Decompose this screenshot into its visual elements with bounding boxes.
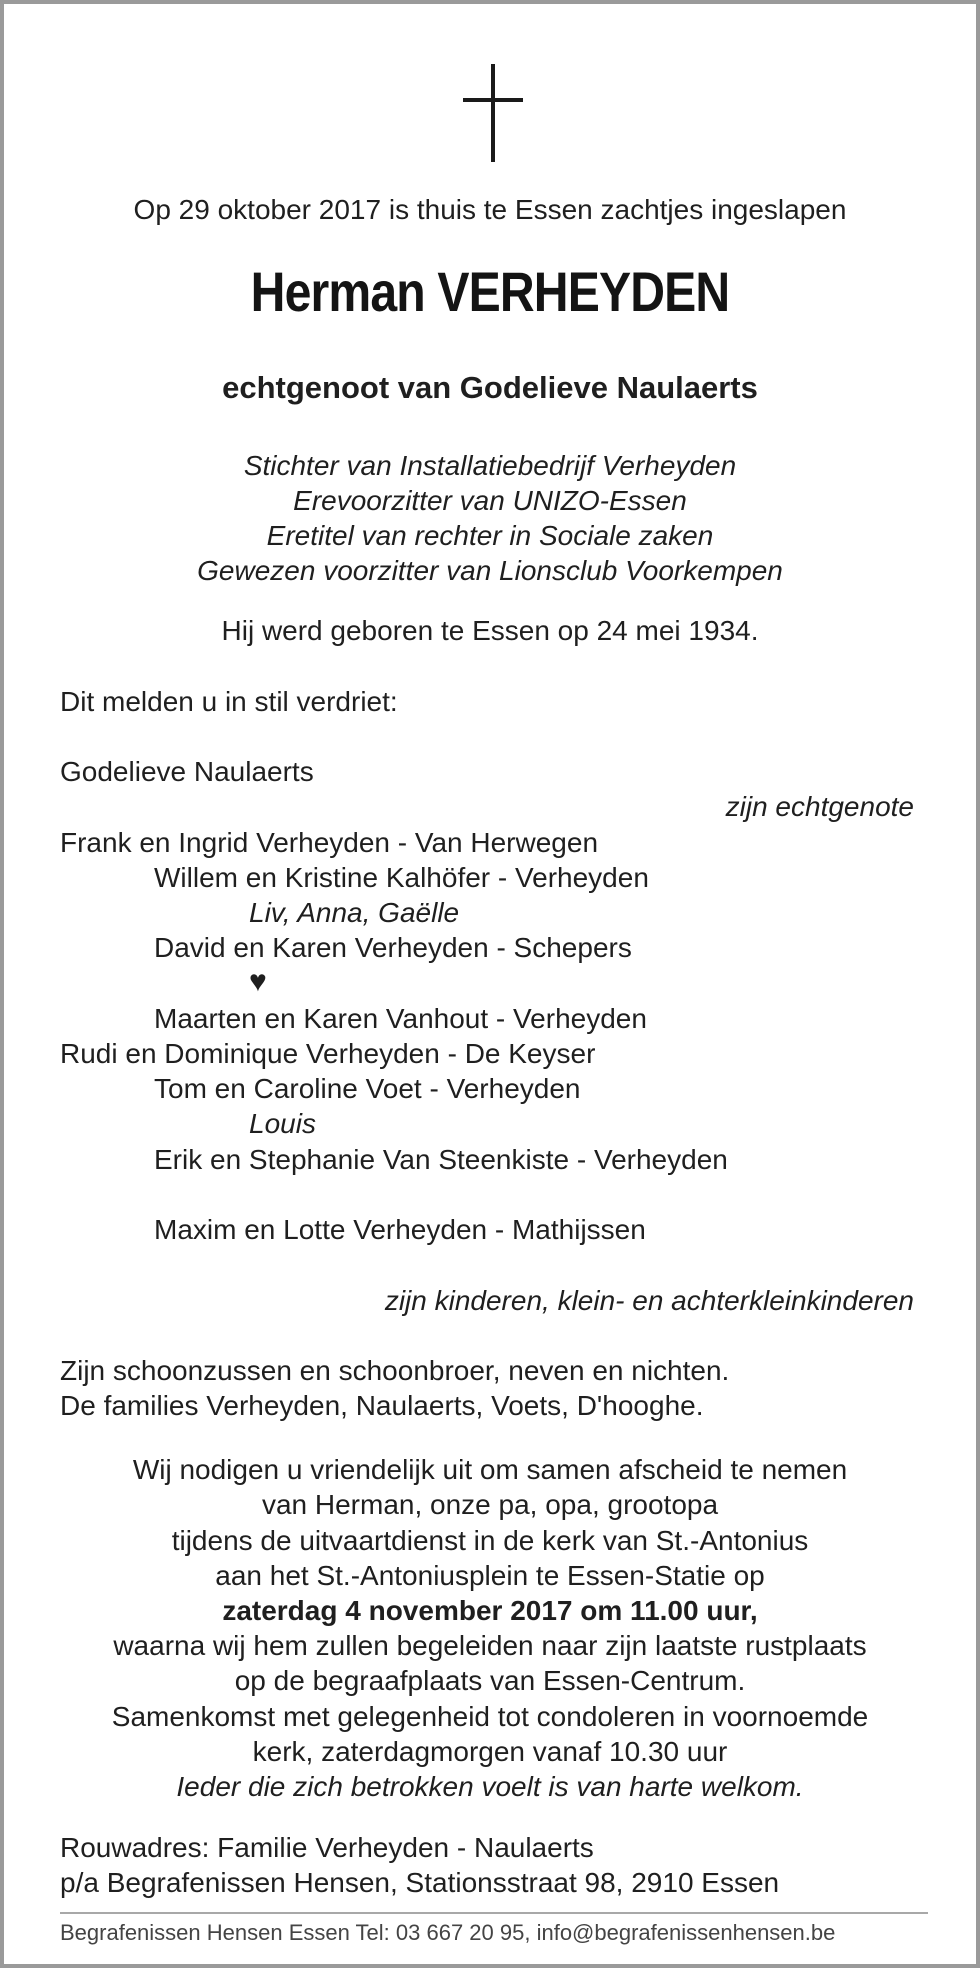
family-child: Frank en Ingrid Verheyden - Van Herwegen — [60, 827, 599, 858]
family-grandchild: David en Karen Verheyden - Schepers — [154, 932, 632, 963]
address-line: Rouwadres: Familie Verheyden - Naulaerts — [60, 1832, 594, 1863]
family-spouse: Godelieve Naulaerts — [60, 756, 314, 787]
title-line: Eretitel van rechter in Sociale zaken — [266, 520, 714, 551]
family-spouse-role: zijn echtgenote — [725, 791, 914, 822]
relatives-line: Zijn schoonzussen en schoonbroer, neven en nichten. — [60, 1355, 730, 1386]
cross-horizontal-bar — [463, 98, 523, 102]
invitation-line: van Herman, onze pa, opa, grootopa — [261, 1489, 719, 1520]
family-grandchild: Tom en Caroline Voet - Verheyden — [154, 1073, 581, 1104]
family-great-grandchild: Liv, Anna, Gaëlle — [249, 897, 460, 928]
latin-cross-icon — [463, 64, 523, 162]
title-line: Gewezen voorzitter van Lionsclub Voorkempen — [197, 555, 783, 586]
cross-vertical-bar — [491, 64, 495, 162]
family-grandchild: Maxim en Lotte Verheyden - Mathijssen — [154, 1214, 646, 1245]
title-line: Stichter van Installatiebedrijf Verheyden — [243, 450, 737, 481]
relatives-line: De families Verheyden, Naulaerts, Voets, D'hooghe. — [60, 1390, 704, 1421]
family-grandchild: Willem en Kristine Kalhöfer - Verheyden — [154, 862, 649, 893]
invitation-line: Wij nodigen u vriendelijk uit om samen afscheid te nemen — [132, 1454, 848, 1485]
heart-icon: ♥ — [249, 965, 267, 998]
invitation-line: aan het St.-Antoniusplein te Essen-Statie op — [215, 1560, 765, 1591]
invitation-line: Samenkomst met gelegenheid tot condoleren in voornoemde — [111, 1701, 869, 1732]
invitation-line: tijdens de uitvaartdienst in de kerk van St.-Antonius — [171, 1525, 809, 1556]
family-great-grandchild: Louis — [249, 1108, 316, 1139]
family-children-role: zijn kinderen, klein- en achterkleinkinderen — [384, 1285, 914, 1316]
announce-line: Dit melden u in stil verdriet: — [60, 686, 398, 717]
footer-contact: Begrafenissen Hensen Essen Tel: 03 667 20 95, info@begrafenissenhensen.be — [60, 1920, 836, 1945]
welcome-line: Ieder die zich betrokken voelt is van harte welkom. — [176, 1771, 804, 1802]
family-grandchild: Erik en Stephanie Van Steenkiste - Verheyden — [154, 1144, 728, 1175]
footer-divider — [60, 1912, 928, 1914]
intro-line: Op 29 oktober 2017 is thuis te Essen zachtjes ingeslapen — [133, 194, 847, 225]
address-line: p/a Begrafenissen Hensen, Stationsstraat 98, 2910 Essen — [60, 1867, 780, 1898]
invitation-line: waarna wij hem zullen begeleiden naar zijn laatste rustplaats — [113, 1630, 867, 1661]
spouse-heading: echtgenoot van Godelieve Naulaerts — [222, 370, 758, 405]
invitation-line: op de begraafplaats van Essen-Centrum. — [234, 1665, 746, 1696]
family-grandchild: Maarten en Karen Vanhout - Verheyden — [154, 1003, 647, 1034]
birth-line: Hij werd geboren te Essen op 24 mei 1934. — [221, 615, 759, 646]
title-line: Erevoorzitter van UNIZO-Essen — [293, 485, 687, 516]
invitation-line: kerk, zaterdagmorgen vanaf 10.30 uur — [252, 1736, 728, 1767]
funeral-date: zaterdag 4 november 2017 om 11.00 uur, — [222, 1595, 758, 1626]
family-child: Rudi en Dominique Verheyden - De Keyser — [60, 1038, 596, 1069]
deceased-name: Herman VERHEYDEN — [250, 260, 730, 323]
